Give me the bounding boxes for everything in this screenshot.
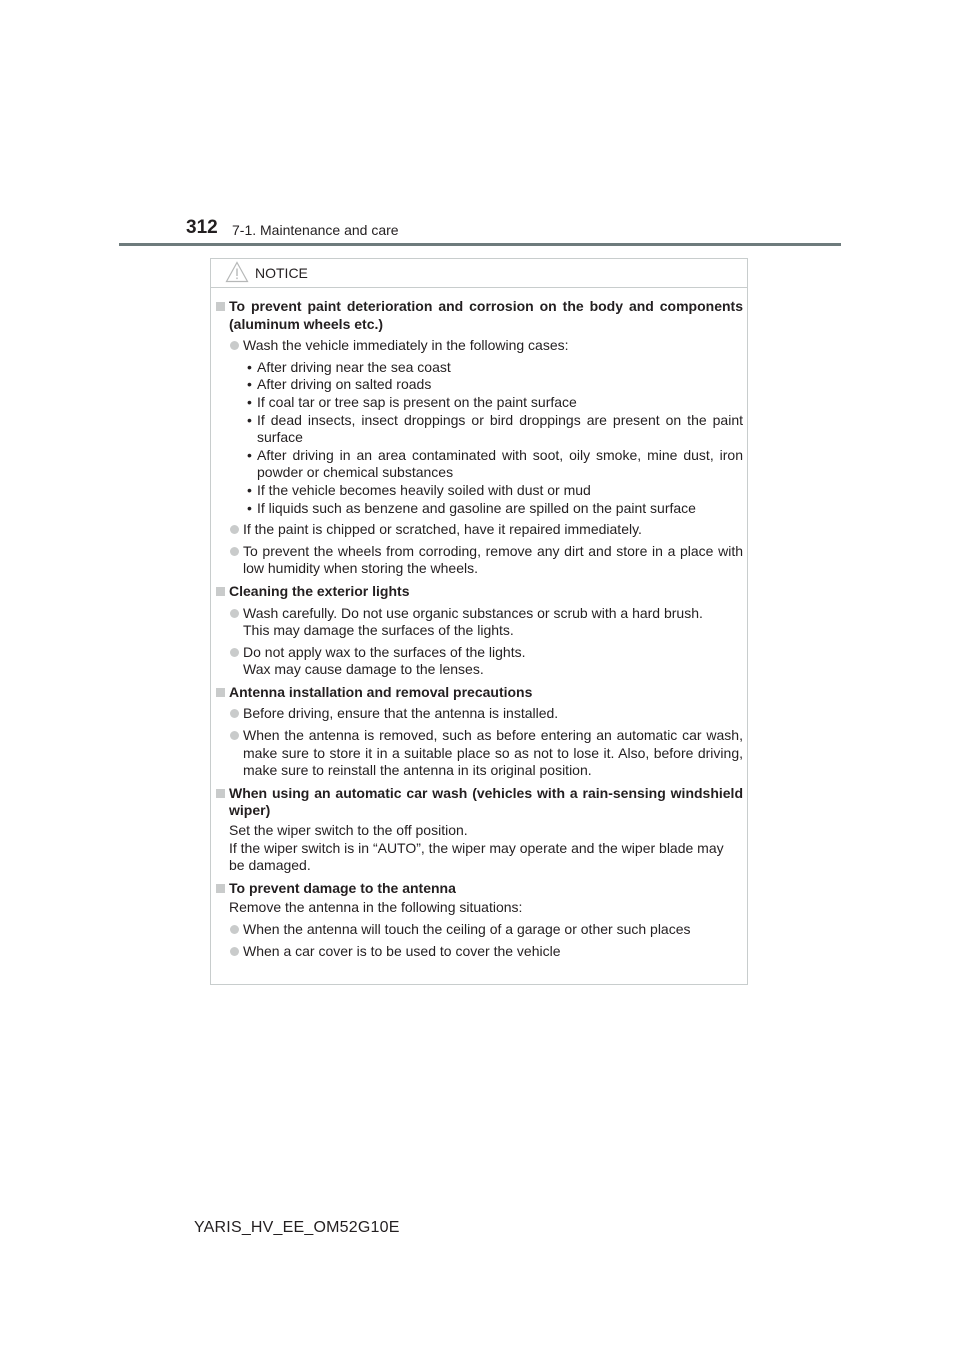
header-rule	[119, 243, 841, 246]
bullet-item	[216, 727, 743, 780]
notice-box	[210, 258, 748, 985]
paragraph-text: Remove the antenna in the following situations:	[229, 899, 523, 916]
dot-bullet-icon: •	[247, 358, 252, 375]
heading-text: To prevent damage to the antenna	[229, 879, 456, 896]
dot-bullet-icon: •	[247, 411, 252, 428]
bullet-item	[216, 521, 743, 539]
bullet-text: Do not apply wax to the surfaces of the lights.	[243, 643, 526, 660]
bullet-text: Wax may cause damage to the lenses.	[243, 661, 484, 678]
circle-bullet-icon	[230, 341, 239, 350]
dot-bullet-icon: •	[247, 499, 252, 516]
circle-bullet-icon	[230, 525, 239, 534]
circle-bullet-icon	[230, 709, 239, 718]
list-item	[216, 359, 743, 377]
bullet-text: If the paint is chipped or scratched, have it repaired immediately.	[243, 521, 642, 538]
list-item-text: If liquids such as benzene and gasoline are spilled on the paint surface	[257, 499, 696, 516]
list-item	[216, 482, 743, 500]
paragraph-text: Set the wiper switch to the off position.	[229, 822, 468, 839]
bullet-text: Wash the vehicle immediately in the following cases:	[243, 337, 569, 354]
notice-body	[211, 288, 747, 960]
list-item-text: If dead insects, insect droppings or bird droppings are present on the paint surface	[257, 411, 743, 446]
heading-text: To prevent paint deterioration and corrosion on the body and components (aluminum wheels etc.)	[229, 298, 743, 332]
bullet-text: This may damage the surfaces of the lights.	[243, 622, 514, 639]
list-item	[216, 394, 743, 412]
list-item-text: If the vehicle becomes heavily soiled with dust or mud	[257, 481, 591, 498]
bullet-text: When a car cover is to be used to cover the vehicle	[243, 942, 561, 959]
section-heading-antenna-precautions	[216, 684, 743, 702]
bullet-item	[216, 605, 743, 640]
bullet-item	[216, 943, 743, 961]
heading-text: Cleaning the exterior lights	[229, 582, 410, 599]
notice-header	[211, 259, 747, 288]
section-heading-paint	[216, 298, 743, 333]
bullet-text: When the antenna will touch the ceiling of a garage or other such places	[243, 921, 691, 937]
bullet-item	[216, 705, 743, 723]
dot-bullet-icon: •	[247, 393, 252, 410]
circle-bullet-icon	[230, 547, 239, 556]
bullet-item	[216, 921, 743, 939]
dot-bullet-icon: •	[247, 446, 252, 463]
list-item	[216, 500, 743, 518]
bullet-item	[216, 644, 743, 679]
bullet-text: To prevent the wheels from corroding, remove any dirt and store in a place with low humidity when storing the wheels.	[243, 542, 743, 577]
circle-bullet-icon	[230, 731, 239, 740]
dot-bullet-icon: •	[247, 481, 252, 498]
dot-bullet-icon: •	[247, 376, 252, 393]
warning-triangle-icon	[225, 261, 249, 283]
page-number: 312	[186, 217, 218, 238]
square-bullet-icon	[216, 688, 225, 697]
section-heading-car-wash	[216, 785, 743, 820]
heading-text: When using an automatic car wash (vehicles with a rain-sensing windshield wiper)	[229, 784, 743, 819]
list-item	[216, 376, 743, 394]
notice-title: NOTICE	[255, 265, 308, 281]
circle-bullet-icon	[230, 925, 239, 934]
square-bullet-icon	[216, 587, 225, 596]
bullet-text: Wash carefully. Do not use organic substances or scrub with a hard brush.	[243, 604, 703, 621]
list-item-text: After driving near the sea coast	[257, 358, 451, 375]
bullet-text: Before driving, ensure that the antenna is installed.	[243, 705, 559, 722]
bullet-item	[216, 337, 743, 355]
bullet-text: When the antenna is removed, such as before entering an automatic car wash, make sure to store it in a suitable place so as not to lose it. Also, before driving, make sure to reinstall the antenna in its original position.	[243, 727, 743, 779]
circle-bullet-icon	[230, 947, 239, 956]
list-item	[216, 447, 743, 482]
paragraph-text: If the wiper switch is in “AUTO”, the wiper may operate and the wiper blade may be damaged.	[229, 839, 724, 874]
section-title: 7-1. Maintenance and care	[232, 222, 399, 238]
square-bullet-icon	[216, 302, 225, 311]
section-heading-antenna-damage	[216, 880, 743, 898]
paragraph	[216, 822, 743, 875]
square-bullet-icon	[216, 789, 225, 798]
case-list	[216, 359, 743, 517]
list-item-text: After driving on salted roads	[257, 376, 432, 393]
circle-bullet-icon	[230, 609, 239, 618]
heading-text: Antenna installation and removal precautions	[229, 683, 533, 700]
document-code: YARIS_HV_EE_OM52G10E	[194, 1219, 400, 1236]
paragraph	[216, 899, 743, 917]
list-item	[216, 412, 743, 447]
section-heading-lights	[216, 583, 743, 601]
square-bullet-icon	[216, 884, 225, 893]
circle-bullet-icon	[230, 648, 239, 657]
bullet-item	[216, 543, 743, 578]
list-item-text: If coal tar or tree sap is present on the paint surface	[257, 393, 577, 410]
list-item-text: After driving in an area contaminated with soot, oily smoke, mine dust, iron powder or chemical substances	[257, 446, 743, 481]
